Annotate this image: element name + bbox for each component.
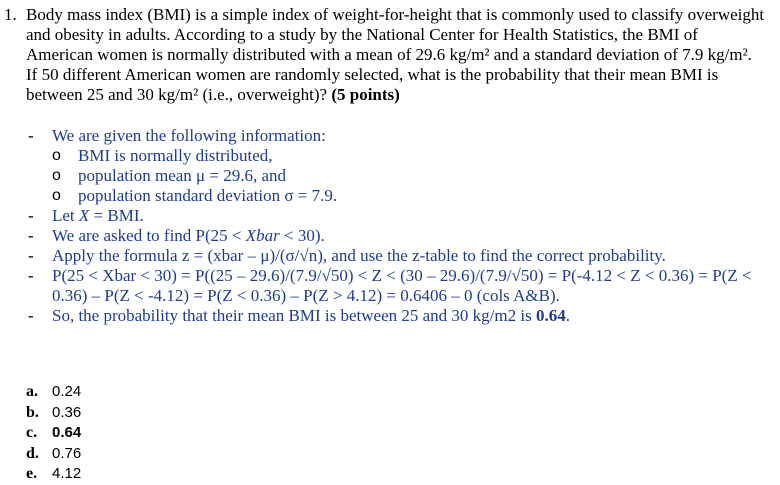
solution-find (26, 226, 771, 246)
find-suffix: < 30). (279, 226, 325, 245)
question-body: Body mass index (BMI) is a simple index of weight-for-height that is commonly used to classify overweight and obesity in adults. According to a study by the National Center for Health Statistics, the BMI of American women is normally distributed with a mean of 29.6 kg/m² and a standard deviation of 7.9 kg/m². If 50 different American women are randomly selected, what is the probability that their mean BMI is between 25 and 30 kg/m² (i.e., overweight)? (26, 5, 765, 104)
solution-formula (26, 246, 771, 266)
choice-b (26, 403, 81, 424)
choice-value: 0.64 (52, 424, 82, 441)
given-item (26, 186, 771, 206)
conclusion-prefix: So, the probability that their mean BMI is between 25 and 30 kg/m2 is (52, 306, 536, 325)
question-points: (5 points) (331, 85, 400, 104)
dash-bullet: - (28, 306, 34, 325)
choice-letter: b. (26, 403, 39, 421)
dash-bullet: - (28, 246, 34, 265)
given-item (26, 166, 771, 186)
given-item-text: population standard deviation σ = 7.9. (78, 186, 338, 205)
choice-letter: e. (26, 465, 38, 482)
choice-value: 0.76 (52, 444, 82, 462)
choice-letter: a. (26, 383, 38, 400)
choice-a (26, 382, 81, 403)
dash-bullet: - (28, 126, 34, 145)
choice-letter: c. (26, 424, 38, 441)
let-var: X (78, 206, 90, 225)
dash-bullet: - (28, 206, 34, 225)
solution-calculation (26, 266, 771, 306)
circle-bullet-icon: o (52, 147, 61, 164)
answer-choices (26, 382, 81, 485)
choice-value: 4.12 (52, 465, 82, 482)
choice-value: 0.36 (52, 403, 82, 421)
let-suffix: = BMI. (89, 206, 144, 225)
choice-letter: d. (26, 444, 39, 462)
given-intro: We are given the following information: (52, 126, 326, 145)
choice-value: 0.24 (52, 383, 82, 400)
formula-text: Apply the formula z = (xbar – μ)/(σ/√n), and use the z-table to find the correct probability. (52, 246, 666, 265)
question-number: 1. (4, 5, 17, 24)
let-prefix: Let (52, 206, 79, 225)
solution-given (26, 126, 771, 146)
calculation-text: P(25 < Xbar < 30) = P((25 – 29.6)/(7.9/√50) < Z < (30 – 29.6)/(7.9/√50) = P(-4.12 < Z < 0.36) = P(Z < 0.36) – P(Z < -4.12) = P(Z < 0.36) – P(Z > 4.12) = 0.6406 – 0 (cols A&B). (52, 266, 752, 305)
dash-bullet: - (28, 226, 34, 245)
solution (26, 126, 771, 326)
find-prefix: We are asked to find P(25 < (52, 226, 246, 245)
circle-bullet-icon: o (52, 187, 61, 204)
question-text (26, 5, 766, 105)
solution-conclusion (26, 306, 771, 326)
conclusion-suffix: . (565, 306, 570, 325)
circle-bullet-icon: o (52, 167, 61, 184)
choice-e (26, 464, 81, 485)
solution-let (26, 206, 771, 226)
choice-c (26, 423, 81, 444)
given-item-text: BMI is normally distributed, (78, 146, 273, 165)
find-var: Xbar (245, 226, 280, 245)
given-item (26, 146, 771, 166)
given-item-text: population mean μ = 29.6, and (78, 166, 287, 185)
dash-bullet: - (28, 266, 34, 285)
conclusion-answer: 0.64 (535, 306, 566, 325)
